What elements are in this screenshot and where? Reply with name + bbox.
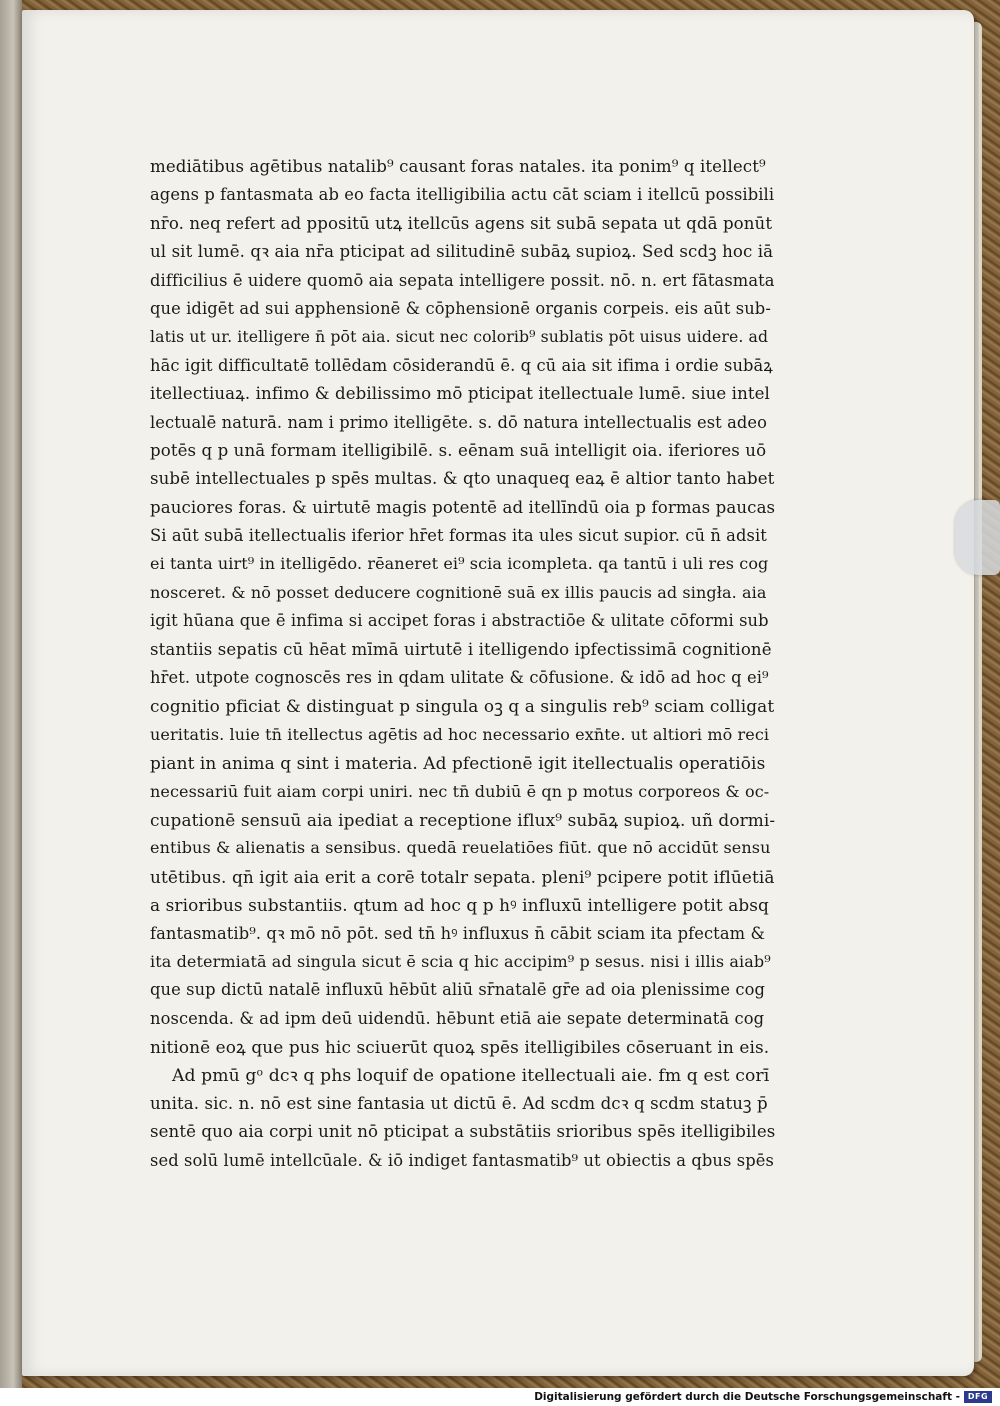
text-line: nr̄o. neq refert ad ppositū utꝝ itellcūs agens sit subā sepata ut qdā ponūt <box>150 213 773 233</box>
text-line: nosceret. & nō posset deducere cognitionē suā ex illis paucis ad singła. aia <box>150 582 767 602</box>
text-line: noscenda. & ad ipm deū uidendū. hēbunt etiā aie sepate determinatā cog <box>150 1008 765 1028</box>
dfg-logo: DFG <box>964 1391 992 1403</box>
text-line: subē intellectuales p spēs multas. & qto unaqueq eaꝝ ē altior tanto habet <box>150 469 775 489</box>
text-line: pauciores foras. & uirtutē magis potentē ad itellīndū oia p formas paucas <box>150 497 776 517</box>
text-line: hāc igit difficultatē tollēdam cōsiderandū ē. q cū aia sit ifima i ordie subāꝝ <box>150 355 773 375</box>
text-line: ita determiatā ad singula sicut ē scia q hic accipim⁹ p sesus. nisi i illis aiab⁹ <box>150 951 771 971</box>
text-line: nitionē eoꝝ que pus hic sciuerūt quoꝝ spēs itelligibiles cōseruant in eis. <box>150 1037 770 1058</box>
text-line: difficilius ē uidere quomō aia sepata intelligere possit. nō. n. ert fātasmata <box>150 270 775 290</box>
text-line: hr̄et. utpote cognoscēs res in qdam ulitate & cōfusione. & idō ad hoc q ei⁹ <box>150 668 769 688</box>
footer-credit: Digitalisierung gefördert durch die Deutsche Forschungsgemeinschaft - <box>534 1391 960 1403</box>
text-line: ei tanta uirt⁹ in itelligēdo. rēaneret ei⁹ scia icompleta. qa tantū i uli res cog <box>150 554 769 574</box>
text-block <box>150 153 776 1175</box>
text-line: lectualē naturā. nam i primo itelligēte. s. dō natura intellectualis est adeo <box>150 412 768 432</box>
text-line: ul sit lumē. qꝛ aia nr̄a pticipat ad silitudinē subāꝝ supioꝝ. Sed scdꝫ hoc iā <box>150 242 774 262</box>
text-line: sentē quo aia corpi unit nō pticipat a substātiis srioribus spēs itelligibiles <box>150 1122 776 1142</box>
text-line: fantasmatib⁹. qꝛ mō nō pōt. sed tn̄ hꝰ influxus n̄ cābit sciam ita pfectam & <box>150 923 766 943</box>
text-line: que idigēt ad sui apphensionē & cōphensionē organis corpeis. eis aūt sub- <box>150 298 771 318</box>
digitization-footer <box>0 1388 1000 1406</box>
text-line: igit hūana que ē infima si accipet foras i abstractiōe & ulitate cōformi sub <box>150 611 769 631</box>
text-line: potēs q p unā formam itelligibilē. s. eēnam suā intelligit oia. iferiores uō <box>150 440 767 460</box>
text-line: a srioribus substantiis. qtum ad hoc q p hꝰ influxū intelligere potit absq <box>150 895 769 916</box>
text-line: que sup dictū natalē influxū hēbūt aliū sr̄natalē gr̄e ad oia plenissime cog <box>150 980 766 1000</box>
text-line: entibus & alienatis a sensibus. quedā reuelatiōes fiūt. que nō accidūt sensu <box>150 838 771 858</box>
text-line: necessariū fuit aiam corpi uniri. nec tn̄ dubiū ē qn p motus corporeos & oc- <box>150 781 770 801</box>
text-line: agens p fantasmata ab eo facta itelligibilia actu cāt sciam i itellcū possibili <box>150 185 775 205</box>
text-line: cupationē sensuū aia ipediat a receptione iflux⁹ subāꝝ supioꝝ. uñ dormi- <box>150 809 776 830</box>
text-line: stantiis sepatis cū hēat mīmā uirtutē i itelligendo ipfectissimā cognitionē <box>150 639 772 659</box>
text-line: unita. sic. n. nō est sine fantasia ut dictū ē. Ad scdm dcꝛ q scdm statuꝫ p̄ <box>150 1093 768 1113</box>
text-line: piant in anima q sint i materia. Ad pfectionē igit itellectualis operatiōis <box>150 753 766 774</box>
text-line: utētibus. qn̄ igit aia erit a corē totalr sepata. pleni⁹ pcipere potit iflūetiā <box>150 866 775 887</box>
page-clip <box>955 500 1000 575</box>
text-line: Ad pmū gᵒ dcꝛ q phs loquif de opatione itellectuali aie. fm q est corī <box>172 1065 770 1086</box>
text-line: ueritatis. luie tn̄ itellectus agētis ad hoc necessario exn̄te. ut altiori mō reci <box>150 724 770 744</box>
left-leaf-edge <box>0 0 22 1388</box>
text-line: mediātibus agētibus natalib⁹ causant foras natales. ita ponim⁹ q itellect⁹ <box>150 157 766 176</box>
text-line: itellectiuaꝝ. infimo & debilissimo mō pticipat itellectuale lumē. siue intel <box>150 384 770 404</box>
text-line: latis ut ur. itelligere n̄ pōt aia. sicut nec colorib⁹ sublatis pōt uisus uidere. ad <box>150 327 769 347</box>
text-line: sed solū lumē intellcūale. & iō indiget fantasmatib⁹ ut obiectis a qbus spēs <box>150 1150 774 1170</box>
text-line: Si aūt subā itellectualis iferior hr̄et formas ita ules sicut supior. cū n̄ adsit <box>150 526 767 546</box>
text-line: cognitio pficiat & distinguat p singula oꝫ q a singulis reb⁹ sciam colligat <box>150 696 775 717</box>
